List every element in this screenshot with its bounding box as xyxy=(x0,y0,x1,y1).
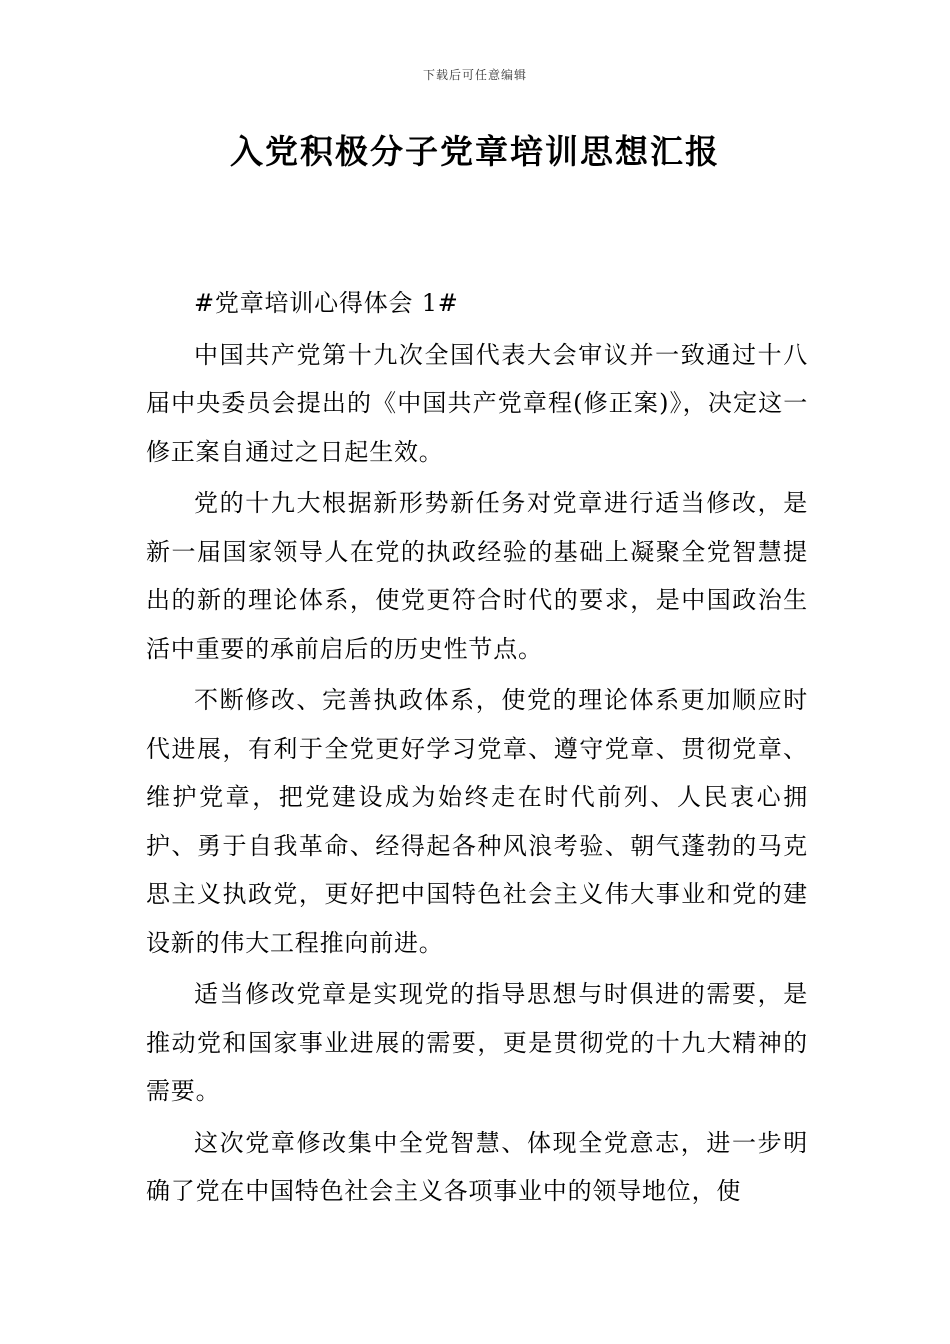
paragraph: 适当修改党章是实现党的指导思想与时俱进的需要，是推动党和国家事业进展的需要，更是贯彻党的十九大精神的需要。 xyxy=(146,980,808,1105)
document-title: 入党积极分子党章培训思想汇报 xyxy=(230,132,720,171)
paragraph: 党的十九大根据新形势新任务对党章进行适当修改，是新一届国家领导人在党的执政经验的基础上凝聚全党智慧提出的新的理论体系，使党更符合时代的要求，是中国政治生活中重要的承前启后的历史性节点。 xyxy=(146,489,808,663)
document-body xyxy=(146,279,808,1219)
paragraph: 中国共产党第十九次全国代表大会审议并一致通过十八届中央委员会提出的《中国共产党章程(修正案)》，决定这一修正案自通过之日起生效。 xyxy=(146,340,808,466)
header-note: 下载后可任意编辑 xyxy=(422,68,527,82)
paragraph: 不断修改、完善执政体系，使党的理论体系更加顺应时代进展，有利于全党更好学习党章、遵守党章、贯彻党章、维护党章，把党建设成为始终走在时代前列、人民衷心拥护、勇于自我革命、经得起各种风浪考验、朝气蓬勃的马克思主义执政党，更好把中国特色社会主义伟大事业和党的建设新的伟大工程推向前进。 xyxy=(146,686,808,957)
section-heading: #党章培训心得体会 1# xyxy=(194,289,459,317)
paragraph: 这次党章修改集中全党智慧、体现全党意志，进一步明确了党在中国特色社会主义各项事业中的领导地位，使 xyxy=(146,1128,808,1205)
